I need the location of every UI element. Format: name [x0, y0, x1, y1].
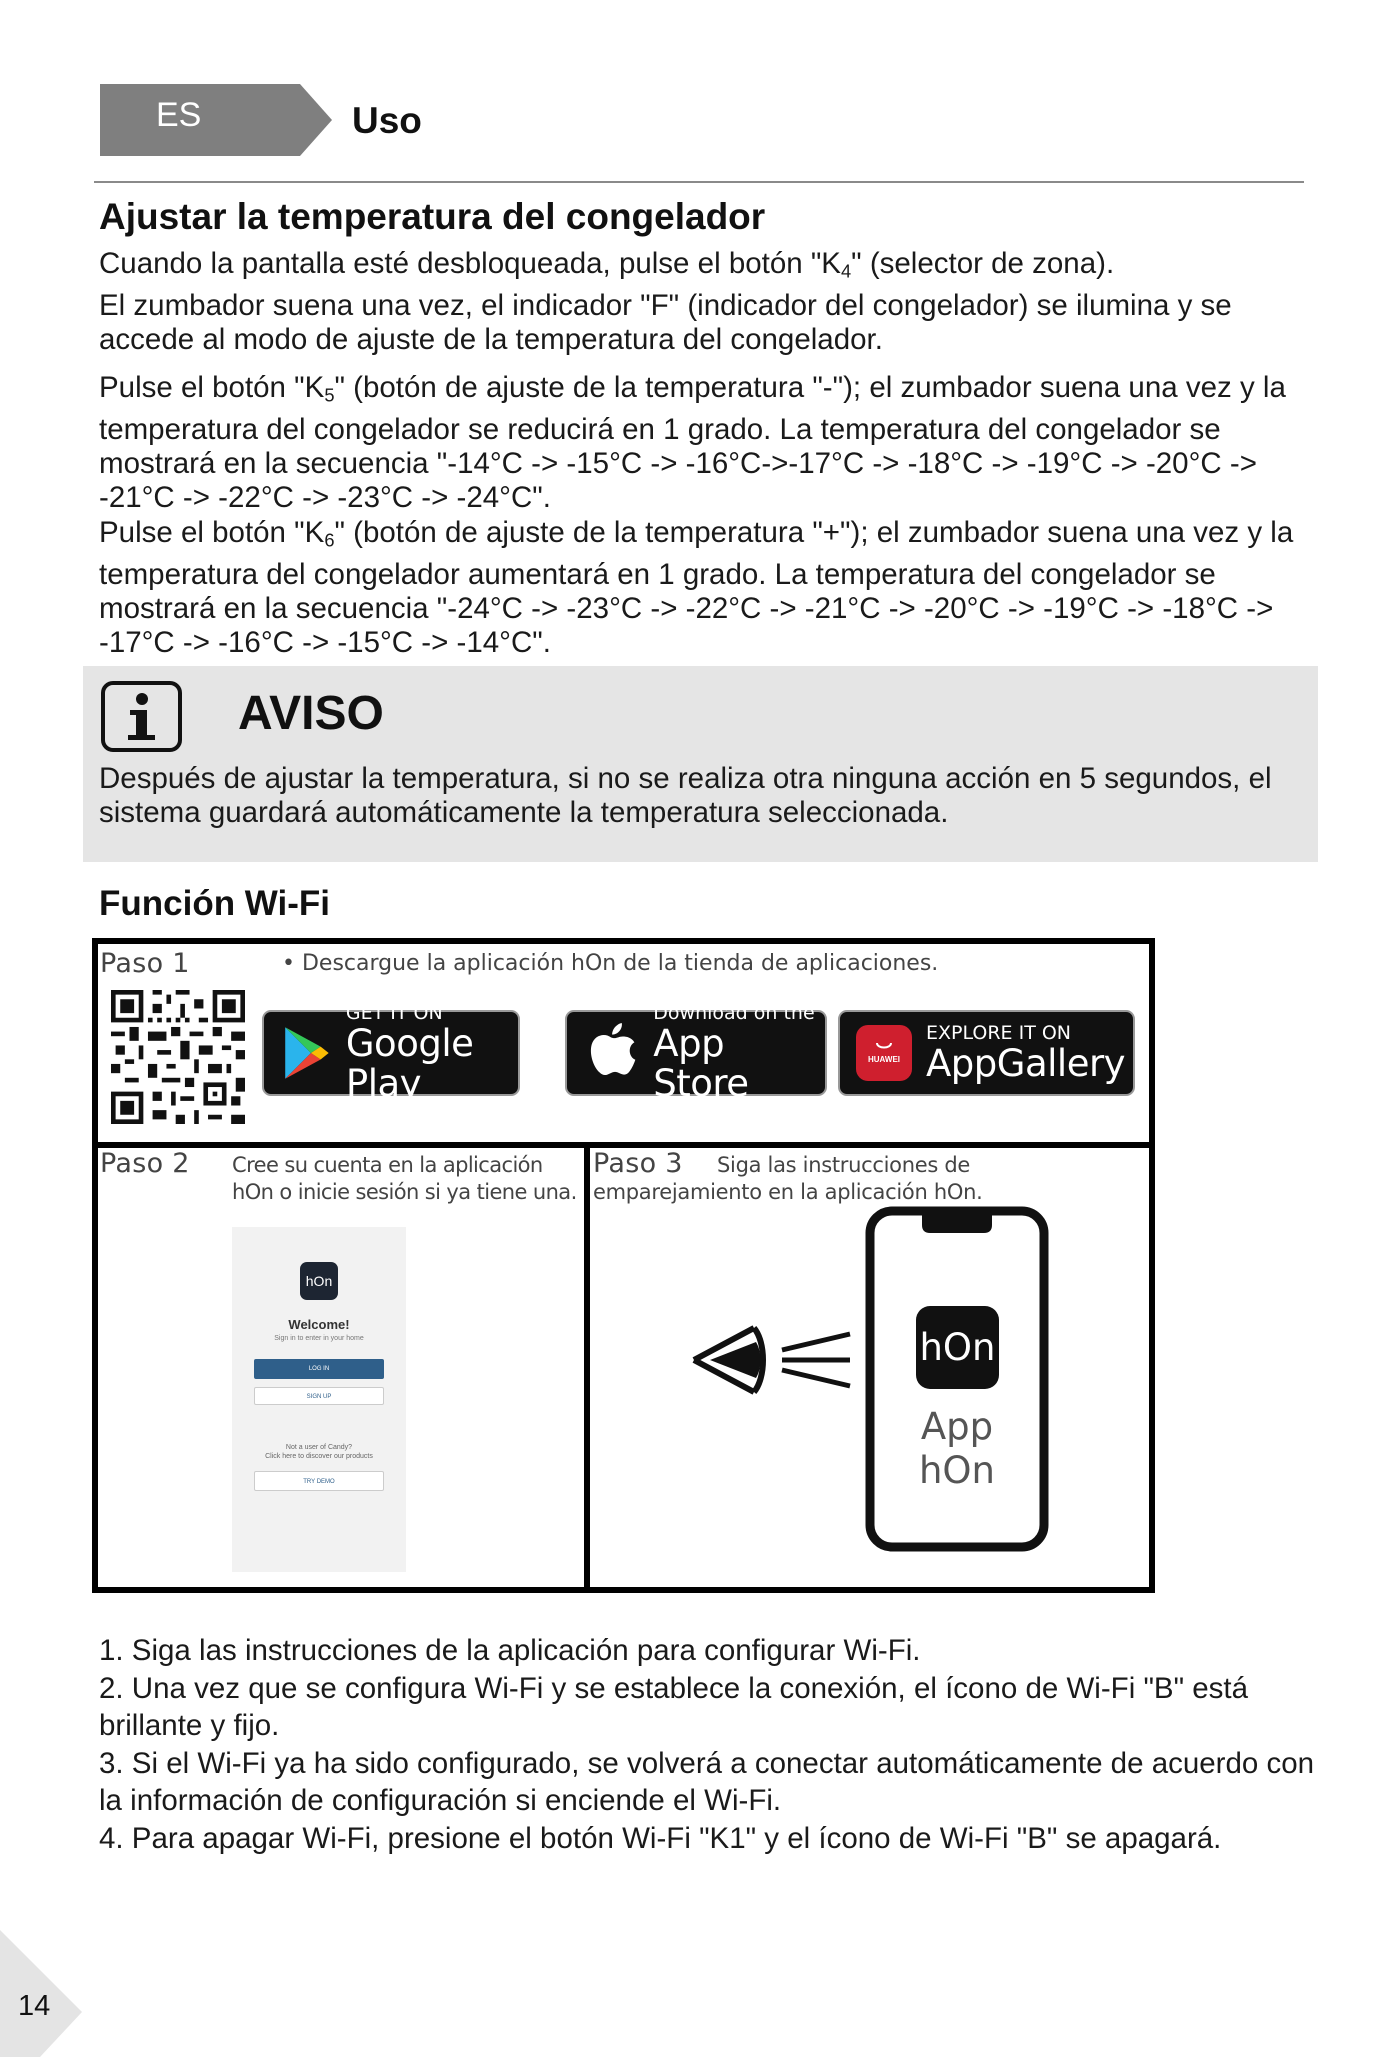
app-signup-button: SIGN UP — [254, 1387, 384, 1405]
wifi-heading: Función Wi-Fi — [99, 884, 331, 923]
google-play-small: GET IT ON — [345, 1002, 443, 1024]
freezer-steps-paragraph: Pulse el botón "$K_5$" (botón de ajuste de la temperatura "-"); el zumbador suena una vez y la temperatura del congelador se reducirá en 1 grado. La temperatura del congelador se mostrará en la secuencia "-14°C -> -15°C -> -16°C->-17°C -> -18°C -> -19°C -> -20°C -> -21°C -> -22°C -> -23°C -> -24°C". Pulse el botón "$K_6$" (botón de ajuste de la temperatura "+"); el zumbador suena una vez y la temperatura del congelador aumentará en 1 grado. La temperatura del congelador se mostrará en la secuencia "-24°C -> -23°C -> -22°C -> -21°C -> -20°C -> -19°C -> -18°C -> -17°C -> -16°C -> -15°C -> -14°C". — [99, 371, 1294, 660]
freezer-intro-paragraph: Cuando la pantalla esté desbloqueada, pulse el botón "$K_4$" (selector de zona). El zumbador suena una vez, el indicador "F" (indicador del congelador) se ilumina y se accede al modo de ajuste de la temperatura del congelador. — [99, 247, 1232, 357]
eye-icon — [690, 1320, 852, 1398]
step1-label: Paso 1 — [100, 948, 190, 979]
phone-label: App hOn — [918, 1405, 996, 1492]
google-play-button[interactable] — [262, 1002, 520, 1105]
step3-label: Paso 3 — [593, 1148, 683, 1179]
grid-divider-vertical — [584, 1142, 590, 1593]
app-welcome: Welcome! — [288, 1317, 350, 1332]
language-tab — [100, 84, 332, 156]
app-login-screenshot — [232, 1227, 406, 1572]
google-play-icon — [282, 1019, 332, 1087]
page-number: 14 — [18, 1990, 51, 2022]
app-demo-button: TRY DEMO — [254, 1471, 384, 1491]
qr-code-icon — [111, 990, 245, 1124]
section-title: Uso — [352, 100, 422, 141]
app-gallery-small: EXPLORE IT ON — [926, 1022, 1072, 1044]
app-note: Not a user of Candy? Click here to discover our products — [265, 1444, 373, 1460]
list-item: 1. Siga las instrucciones de la aplicación para configurar Wi-Fi. — [99, 1634, 921, 1667]
app-store-button[interactable] — [565, 1002, 827, 1105]
notice-title: AVISO — [238, 687, 384, 740]
info-icon — [100, 680, 183, 753]
phone-hon-logo: hOn — [916, 1306, 999, 1389]
apple-icon — [585, 1021, 637, 1085]
hon-logo: hOn — [300, 1262, 338, 1300]
app-subtitle: Sign in to enter in your home — [274, 1335, 364, 1342]
app-store-big: App Store — [653, 1022, 749, 1105]
notice-text: Después de ajustar la temperatura, si no se realiza otra ninguna acción en 5 segundos, el sistema guardará automáticamente la temperatura seleccionada. — [99, 762, 1272, 830]
wifi-instructions-list — [99, 1632, 1329, 1857]
huawei-icon — [856, 1025, 912, 1081]
app-gallery-big: AppGallery — [926, 1042, 1126, 1085]
app-login-button: LOG IN — [254, 1359, 384, 1379]
huawei-brand: HUAWEI — [868, 1055, 900, 1064]
google-play-big: Google Play — [345, 1022, 474, 1105]
step3-text: Siga las instrucciones de emparejamiento en la aplicación hOn. — [593, 1153, 983, 1204]
list-item: 2. Una vez que se configura Wi-Fi y se establece la conexión, el ícono de Wi-Fi "B" está brillante y fijo. — [99, 1671, 1249, 1742]
app-store-small: Download on the — [653, 1002, 815, 1024]
list-item: 4. Para apagar Wi-Fi, presione el botón Wi-Fi "K1" y el ícono de Wi-Fi "B" se apagará. — [99, 1821, 1222, 1855]
list-item: 3. Si el Wi-Fi ya ha sido configurado, se volverá a conectar automáticamente de acuerdo con la información de configuración si enciende el Wi-Fi. — [99, 1746, 1315, 1817]
freezer-heading: Ajustar la temperatura del congelador — [99, 196, 766, 237]
step1-text: • Descargue la aplicación hOn de la tienda de aplicaciones. — [282, 951, 939, 976]
bag-handle-icon — [874, 1042, 894, 1052]
language-label: ES — [156, 96, 202, 134]
step2-label: Paso 2 — [100, 1148, 190, 1179]
header-divider — [94, 181, 1304, 183]
step2-text: Cree su cuenta en la aplicación hOn o inicie sesión si ya tiene una. — [232, 1153, 577, 1204]
app-gallery-button[interactable] — [838, 1010, 1135, 1096]
